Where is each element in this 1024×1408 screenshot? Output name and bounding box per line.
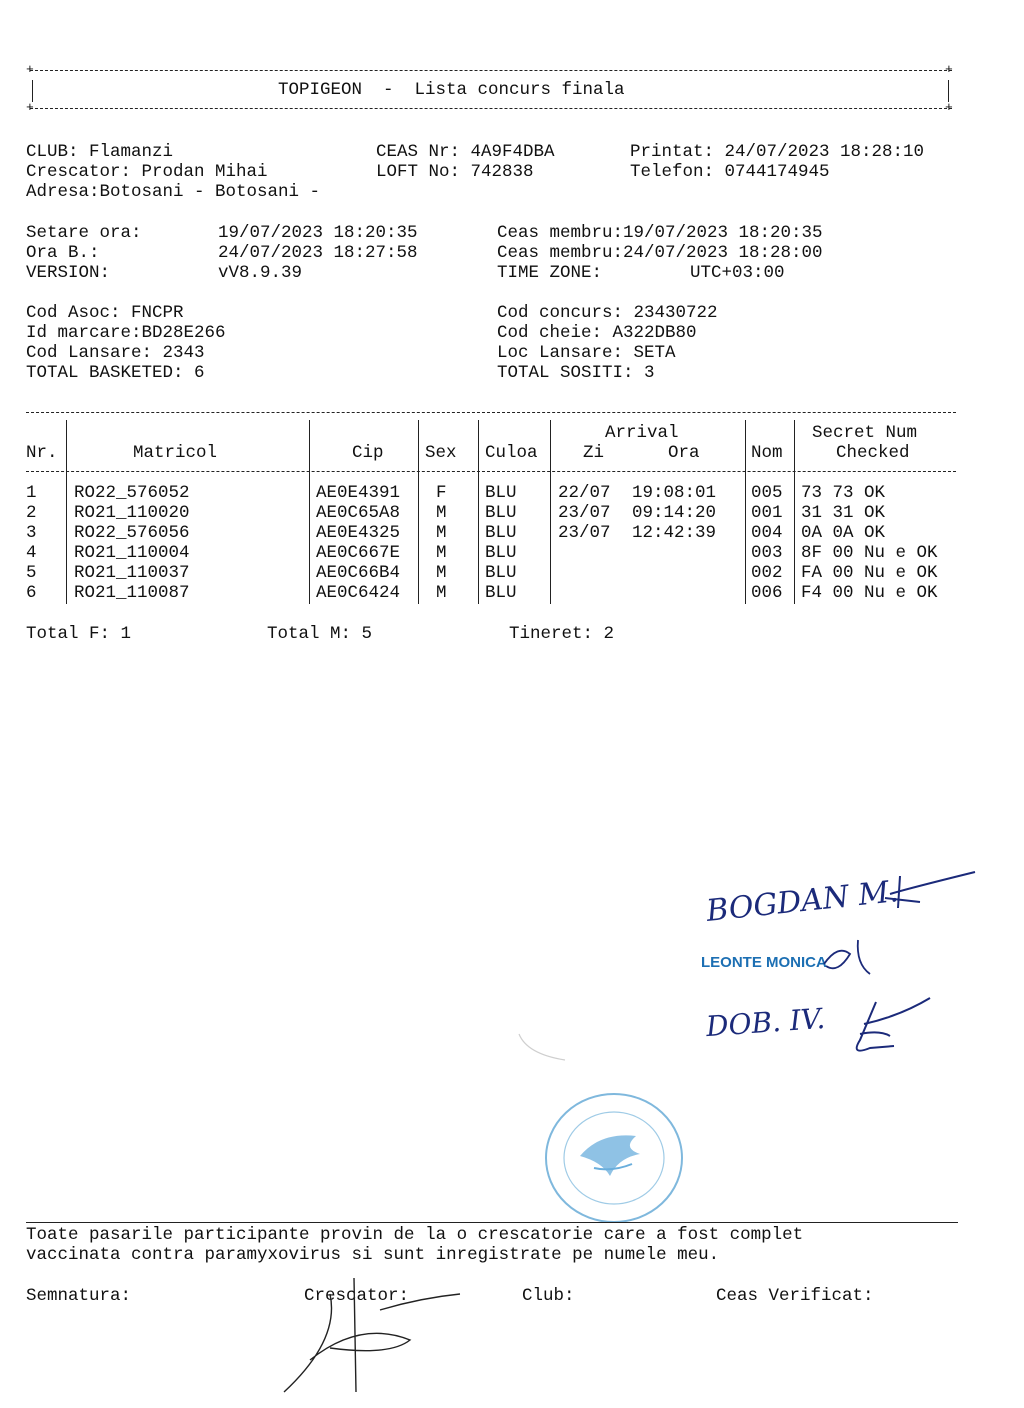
cod-concurs: Cod concurs: 23430722 xyxy=(497,303,718,323)
cell-secret: 73 73 OK xyxy=(801,483,886,503)
page-title: TOPIGEON - Lista concurs finala xyxy=(278,80,625,100)
total-sositi: TOTAL SOSITI: 3 xyxy=(497,363,655,383)
corner-plus: + xyxy=(26,100,34,115)
footer-statement-2: vaccinata contra paramyxovirus si sunt inregistrate pe numele meu. xyxy=(26,1245,720,1265)
cell-culoa: BLU xyxy=(485,483,517,503)
cell-culoa: BLU xyxy=(485,503,517,523)
cell-zi: 23/07 xyxy=(558,503,611,523)
loc-lansare: Loc Lansare: SETA xyxy=(497,343,676,363)
ora-label: Ora B.: xyxy=(26,243,100,263)
cell-cip: AE0E4391 xyxy=(316,483,401,503)
ceas-nr: CEAS Nr: 4A9F4DBA xyxy=(376,142,555,162)
cell-secret: F4 00 Nu e OK xyxy=(801,583,938,603)
footer-rule xyxy=(26,1222,958,1223)
cell-cip: AE0C6424 xyxy=(316,583,401,603)
version-label: VERSION: xyxy=(26,263,111,283)
table-col-divider xyxy=(745,420,746,604)
ora-value: 24/07/2023 18:27:58 xyxy=(218,243,418,263)
adresa-info: Adresa:Botosani - Botosani - xyxy=(26,182,321,202)
cell-secret: 31 31 OK xyxy=(801,503,886,523)
cell-nr: 1 xyxy=(26,483,37,503)
cell-matricol: RO21_110004 xyxy=(74,543,190,563)
cell-nom: 006 xyxy=(751,583,783,603)
cell-culoa: BLU xyxy=(485,543,517,563)
timezone-value: UTC+03:00 xyxy=(690,263,785,283)
table-col-divider xyxy=(478,420,479,604)
table-col-divider xyxy=(550,420,551,604)
timezone-label: TIME ZONE: xyxy=(497,263,603,283)
header-culoa: Culoa xyxy=(485,443,538,463)
cell-nom: 003 xyxy=(751,543,783,563)
cell-nom: 002 xyxy=(751,563,783,583)
stamp-name: LEONTE MONICA xyxy=(701,954,827,971)
header-arrival: Arrival xyxy=(605,423,679,443)
signature-scribble-2 xyxy=(818,934,878,984)
cell-cip: AE0C667E xyxy=(316,543,401,563)
header-left-border xyxy=(32,80,33,102)
club-seal xyxy=(540,1088,690,1228)
table-header-separator xyxy=(26,471,956,472)
header-sex: Sex xyxy=(425,443,457,463)
footer-statement-1: Toate pasarile participante provin de la o crescatorie care a fost complet xyxy=(26,1225,804,1245)
cell-nom: 004 xyxy=(751,523,783,543)
loft-no: LOFT No: 742838 xyxy=(376,162,534,182)
cell-culoa: BLU xyxy=(485,523,517,543)
total-basketed: TOTAL BASKETED: 6 xyxy=(26,363,205,383)
cell-zi: 23/07 xyxy=(558,523,611,543)
semnatura-label: Semnatura: xyxy=(26,1286,132,1306)
header-ora: Ora xyxy=(668,443,700,463)
total-f: Total F: 1 xyxy=(26,624,132,644)
cell-cip: AE0E4325 xyxy=(316,523,401,543)
setare-label: Setare ora: xyxy=(26,223,142,243)
signature-scribble-3 xyxy=(830,994,940,1058)
table-col-divider xyxy=(66,420,67,604)
header-bottom-border xyxy=(30,108,952,109)
handwritten-signature-1: BOGDAN M. xyxy=(704,874,901,929)
telefon: Telefon: 0744174945 xyxy=(630,162,830,182)
cell-sex: F xyxy=(436,483,447,503)
table-col-divider xyxy=(309,420,310,604)
cod-cheie: Cod cheie: A322DB80 xyxy=(497,323,697,343)
club-info: CLUB: Flamanzi xyxy=(26,142,174,162)
ceas-membru-1: Ceas membru:19/07/2023 18:20:35 xyxy=(497,223,823,243)
cell-nr: 3 xyxy=(26,523,37,543)
cell-matricol: RO21_110087 xyxy=(74,583,190,603)
cell-nom: 005 xyxy=(751,483,783,503)
ceas-verificat-label: Ceas Verificat: xyxy=(716,1286,874,1306)
header-zi: Zi xyxy=(583,443,605,463)
header-secret: Secret Num xyxy=(812,423,918,443)
corner-plus: + xyxy=(945,100,953,115)
header-nr: Nr. xyxy=(26,443,58,463)
cell-matricol: RO21_110037 xyxy=(74,563,190,583)
corner-plus: + xyxy=(26,62,34,77)
handwritten-signature-3: DOB. IV. xyxy=(704,1001,827,1044)
crescator-signature-label: Crescator: xyxy=(304,1286,410,1306)
table-col-divider xyxy=(418,420,419,604)
version-value: vV8.9.39 xyxy=(218,263,303,283)
setare-value: 19/07/2023 18:20:35 xyxy=(218,223,418,243)
cell-nr: 6 xyxy=(26,583,37,603)
crescator-info: Crescator: Prodan Mihai xyxy=(26,162,268,182)
cell-cip: AE0C65A8 xyxy=(316,503,401,523)
ceas-membru-2: Ceas membru:24/07/2023 18:28:00 xyxy=(497,243,823,263)
total-m: Total M: 5 xyxy=(267,624,373,644)
cell-culoa: BLU xyxy=(485,563,517,583)
header-cip: Cip xyxy=(352,443,384,463)
cell-culoa: BLU xyxy=(485,583,517,603)
cell-cip: AE0C66B4 xyxy=(316,563,401,583)
printat: Printat: 24/07/2023 18:28:10 xyxy=(630,142,925,162)
cell-sex: M xyxy=(436,503,447,523)
header-matricol: Matricol xyxy=(133,443,218,463)
cell-zi: 22/07 xyxy=(558,483,611,503)
cell-secret: FA 00 Nu e OK xyxy=(801,563,938,583)
cod-lansare: Cod Lansare: 2343 xyxy=(26,343,205,363)
header-nom: Nom xyxy=(751,443,783,463)
cell-nr: 4 xyxy=(26,543,37,563)
tineret: Tineret: 2 xyxy=(509,624,615,644)
cell-sex: M xyxy=(436,523,447,543)
table-col-divider xyxy=(794,420,795,604)
header-top-border xyxy=(30,70,952,71)
club-signature-label: Club: xyxy=(522,1286,575,1306)
table-top-border xyxy=(26,412,956,413)
header-right-border xyxy=(948,80,949,102)
cell-matricol: RO21_110020 xyxy=(74,503,190,523)
cell-matricol: RO22_576056 xyxy=(74,523,190,543)
cell-secret: 8F 00 Nu e OK xyxy=(801,543,938,563)
cell-ora: 19:08:01 xyxy=(632,483,717,503)
cell-ora: 12:42:39 xyxy=(632,523,717,543)
cod-asoc: Cod Asoc: FNCPR xyxy=(26,303,184,323)
cell-nom: 001 xyxy=(751,503,783,523)
header-checked: Checked xyxy=(836,443,910,463)
signature-scribble-1 xyxy=(880,868,980,918)
cell-sex: M xyxy=(436,563,447,583)
corner-plus: + xyxy=(945,62,953,77)
cell-sex: M xyxy=(436,583,447,603)
cell-sex: M xyxy=(436,543,447,563)
cell-secret: 0A 0A OK xyxy=(801,523,886,543)
cell-matricol: RO22_576052 xyxy=(74,483,190,503)
cell-nr: 5 xyxy=(26,563,37,583)
id-marcare: Id marcare:BD28E266 xyxy=(26,323,226,343)
cell-nr: 2 xyxy=(26,503,37,523)
cell-ora: 09:14:20 xyxy=(632,503,717,523)
faint-arc xyxy=(515,1030,575,1070)
crescator-signature-scribble xyxy=(270,1270,470,1400)
